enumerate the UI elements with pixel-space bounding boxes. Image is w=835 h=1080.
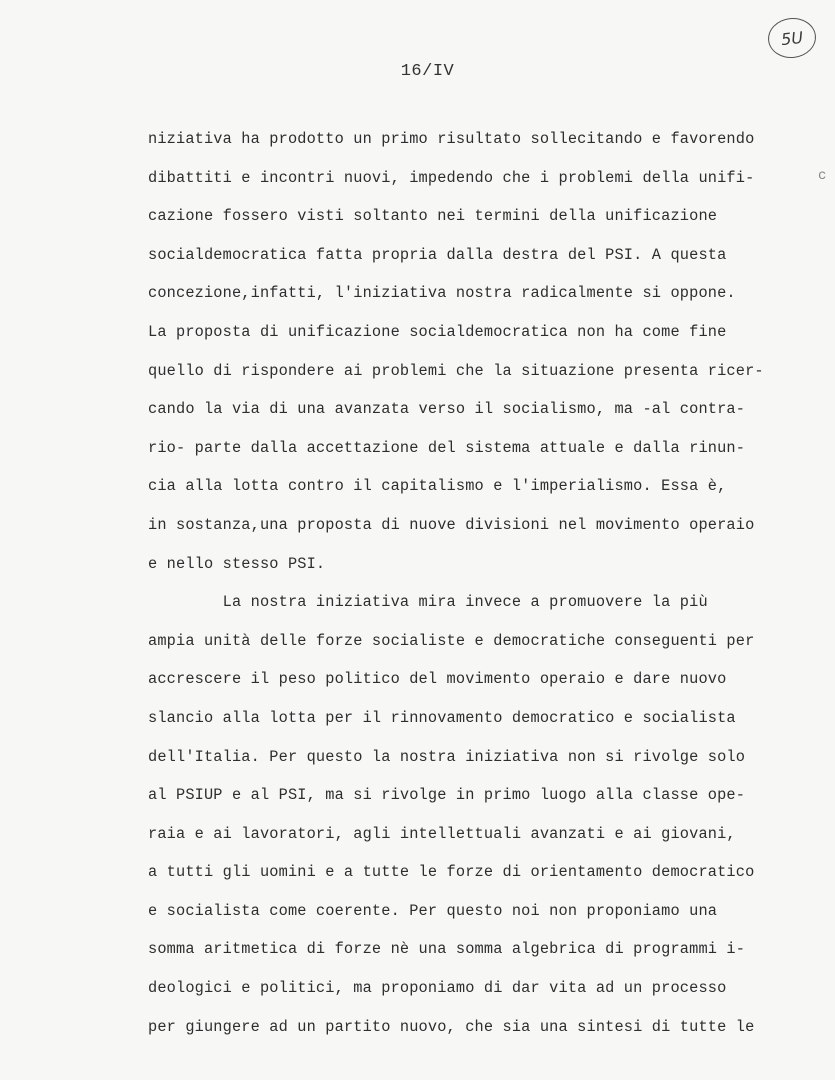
text-line: cazione fossero visti soltanto nei termini della unificazione bbox=[148, 207, 718, 226]
text-line: cando la via di una avanzata verso il socialismo, ma -al contra- bbox=[148, 400, 746, 419]
text-line: ampia unità delle forze socialiste e democratiche conseguenti per bbox=[148, 631, 755, 650]
text-line: rio- parte dalla accettazione del sistema attuale e dalla rinun- bbox=[148, 438, 746, 457]
text-line: al PSIUP e al PSI, ma si rivolge in primo luogo alla classe ope- bbox=[148, 786, 746, 805]
page-number: 16/IV bbox=[400, 62, 455, 81]
text-line: per giungere ad un partito nuovo, che sia una sintesi di tutte le bbox=[148, 1017, 755, 1036]
text-line: in sostanza,una proposta di nuove divisioni nel movimento operaio bbox=[148, 515, 755, 534]
text-line: e socialista come coerente. Per questo noi non proponiamo una bbox=[148, 901, 718, 920]
text-line: somma aritmetica di forze nè una somma algebrica di programmi i- bbox=[148, 940, 746, 959]
text-line: La nostra iniziativa mira invece a promuovere la più bbox=[148, 593, 708, 612]
margin-mark: c bbox=[818, 168, 827, 184]
text-line: deologici e politici, ma proponiamo di dar vita ad un processo bbox=[148, 979, 727, 998]
text-line: raia e ai lavoratori, agli intellettuali avanzati e ai giovani, bbox=[148, 824, 736, 843]
archive-stamp bbox=[766, 16, 818, 61]
text-line: a tutti gli uomini e a tutte le forze di orientamento democratico bbox=[148, 863, 755, 882]
text-line: quello di rispondere ai problemi che la situazione presenta ricer- bbox=[148, 361, 764, 380]
text-line: e nello stesso PSI. bbox=[148, 554, 326, 573]
text-line: niziativa ha prodotto un primo risultato sollecitando e favorendo bbox=[148, 130, 755, 148]
text-line: slancio alla lotta per il rinnovamento democratico e socialista bbox=[148, 708, 736, 727]
text-line: dell'Italia. Per questo la nostra iniziativa non si rivolge solo bbox=[148, 747, 746, 766]
text-line: La proposta di unificazione socialdemocratica non ha come fine bbox=[148, 322, 727, 341]
text-line: accrescere il peso politico del movimento operaio e dare nuovo bbox=[148, 670, 727, 689]
text-line: concezione,infatti, l'iniziativa nostra radicalmente si oppone. bbox=[148, 284, 736, 303]
text-line: socialdemocratica fatta propria dalla destra del PSI. A questa bbox=[148, 245, 727, 264]
archive-stamp-label: 5U bbox=[780, 27, 804, 49]
text-line: dibattiti e incontri nuovi, impedendo che i problemi della unifi- bbox=[148, 168, 755, 187]
body-text bbox=[148, 128, 808, 1054]
text-line: cia alla lotta contro il capitalismo e l'imperialismo. Essa è, bbox=[148, 477, 727, 496]
